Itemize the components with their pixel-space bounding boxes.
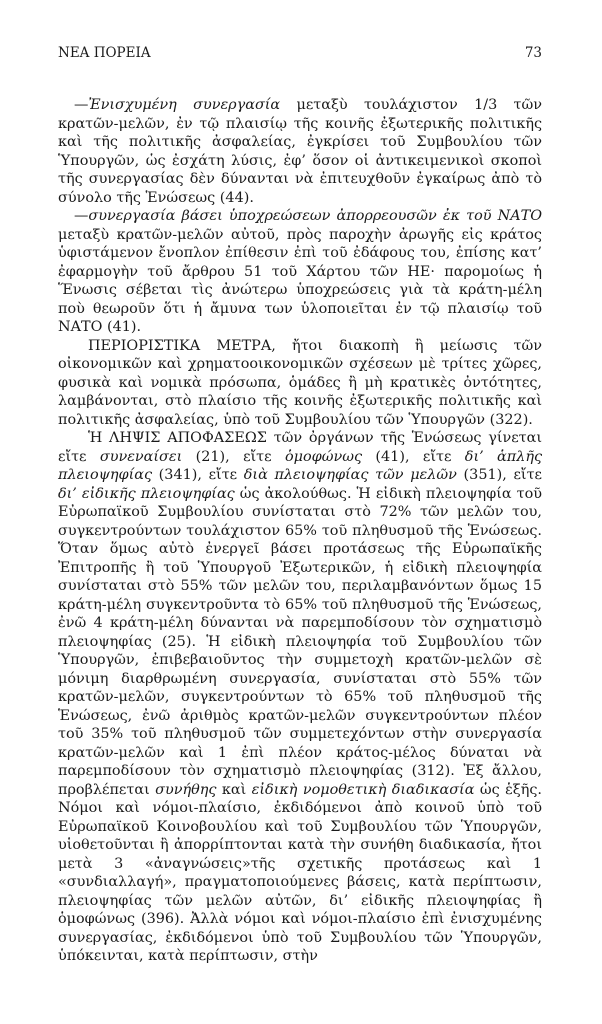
paragraph [58,207,542,337]
page-body [58,96,542,966]
text-run: Ἡ ΛΗΨΙΣ ΑΠΟΦΑΣΕΩΣ τῶν ὀργάνων τῆς Ἑνώσεως γίνεται εἴτε [58,430,542,465]
italic-run: δι’ ἁπλῆς πλειοψηφίας [58,448,543,483]
italic-run: διὰ πλειοψηφίας τῶν μελῶν [243,467,457,483]
text-run: — [74,97,89,113]
italic-run: συνεργασία βάσει ὑποχρεώσεων ἀπορρεουσῶν ἐκ τοῦ ΝΑΤΟ [88,208,542,224]
text-run: (21), εἴτε [182,448,285,465]
paragraph [58,429,542,966]
text-run: καὶ [216,781,252,798]
text-run: ὡς ἀκολούθως. Ἡ εἰδικὴ πλειοψηφία τοῦ Εὐρωπαϊκοῦ Συμβουλίου συνίσταται στὸ 72% τῶν μελῶν του, συγκεντρούντων τουλάχιστον 65% τοῦ πληθυσμοῦ τῆς Ἑνώσεως. Ὅταν ὅμως αὐτὸ ἐνεργεῖ βάσει προτάσεως τῆς Εὐρωπαϊκῆς Ἐπιτροπῆς ἢ τοῦ Ὑπουργοῦ Ἐξωτερικῶν, ἡ εἰδικὴ πλειοψηφία συνίσταται στὸ 55% τῶν μελῶν του, περιλαμβανόντων ὅμως 15 κράτη-μέλη συγκεντροῦντα τὸ 65% τοῦ πληθυσμοῦ τῆς Ἑνώσεως, ἐνῶ 4 κράτη-μέλη δύνανται νὰ παρεμποδίσουν τὸν σχηματισμὸ πλειοψηφίας (25). Ἡ εἰδικὴ πλειοψηφία τοῦ Συμβουλίου τῶν Ὑπουργῶν, ἐπιβεβαιοῦντος τὴν συμμετοχὴ κρατῶν-μελῶν σὲ μόνιμη διαρθρωμένη συνεργασία, συνίσταται στὸ 55% τῶν κρατῶν-μελῶν, συγκεντρούντων τὸ 65% τοῦ πληθυσμοῦ τῆς Ἑνώσεως, ἐνῶ ἀριθμὸς κρατῶν-μελῶν συγκεντρούντων πλέον τοῦ 35% τοῦ πληθυσμοῦ τῶν συμμετεχόντων στὴν συνεργασία κρατῶν-μελῶν καὶ 1 ἐπὶ πλέον κράτος-μέλος δύναται νὰ παρεμποδίσουν τὸν σχηματισμὸ πλειοψηφίας (312). Ἐξ ἄλλου, προβλέπεται [58,485,542,798]
text-run: μεταξὺ τουλάχιστον 1/3 τῶν κρατῶν-μελῶν, ἐν τῷ πλαισίῳ τῆς κοινῆς ἐξωτερικῆς πολιτικῆς καὶ τῆς πολιτικῆς ἀσφαλείας, ἐγκρίσει τοῦ Συμβουλίου τῶν Ὑπουργῶν, ὡς ἐσχάτη λύσις, ἐφ’ ὅσον οἱ ἀντικειμενικοὶ σκοποὶ τῆς συνεργασίας δὲν δύνανται νὰ ἐπιτευχθοῦν ἐγκαίρως ἀπὸ τὸ σύνολο τῆς Ἑνώσεως (44). [58,97,542,206]
italic-run: συνήθης [155,781,217,798]
page-number: 73 [524,45,542,61]
italic-run: Ἐνισχυμένη συνεργασία [88,97,281,113]
text-run: ΠΕΡΙΟΡΙΣΤΙΚΑ ΜΕΤΡΑ, ἤτοι διακοπὴ ἢ μείωσις τῶν οἰκονομικῶν καὶ χρηματοοικονομικῶν σχέσεων μὲ τρίτες χῶρες, φυσικὰ καὶ νομικὰ πρόσωπα, ὁμάδες ἢ μὴ κρατικὲς ὀντότητες, λαμβάνονται, στὸ πλαίσιο τῆς κοινῆς ἐξωτερικῆς πολιτικῆς καὶ πολιτικῆς ἀσφαλείας, ὑπὸ τοῦ Συμβουλίου τῶν Ὑπουργῶν (322). [58,337,542,428]
italic-run: δι’ εἰδικῆς πλειοψηφίας [58,485,235,502]
text-run: (341), εἴτε [152,467,244,483]
text-run: ὡς ἑξῆς. Νόμοι καὶ νόμοι-πλαίσιο, ἐκδιδόμενοι ἀπὸ κοινοῦ ὑπὸ τοῦ Εὐρωπαϊκοῦ Κοινοβουλίου καὶ τοῦ Συμβουλίου τῶν Ὑπουργῶν, υἱοθετοῦνται ἢ ἀπορρίπτονται κατὰ τὴν συνήθη διαδικασία, ἤτοι μετὰ 3 «ἀναγνώσεις»τῆς σχετικῆς προτάσεως καὶ 1 «συνδιαλλαγή», πραγματοποιούμενες βάσεις, κατὰ περίπτωσιν, πλειοψηφίας τῶν μελῶν αὐτῶν, δι’ εἰδικῆς πλειοψηφίας ἢ ὁμοφώνως (396). Ἀλλὰ νόμοι καὶ νόμοι-πλαίσιο ἐπὶ ἐνισχυμένης συνεργασίας, ἐκδιδόμενοι ὑπὸ τοῦ Συμβουλίου τῶν Ὑπουργῶν, ὑπόκεινται, κατὰ περίπτωσιν, στὴν [58,781,542,964]
italic-run: συνεναίσει [99,448,183,465]
paragraph [58,337,542,430]
text-run: (41), εἴτε [362,448,465,465]
running-title: ΝΕΑ ΠΟΡΕΙΑ [58,45,151,61]
text-run: μεταξὺ κρατῶν-μελῶν αὐτοῦ, πρὸς παροχὴν ἀρωγῆς εἰς κράτος ὑφιστάμενον ἔνοπλον ἐπίθεσιν ἐπὶ τοῦ ἐδάφους του, ἐπίσης κατ’ ἐφαρμογὴν τοῦ ἄρθρου 51 τοῦ Χάρτου τῶν ΗΕ· παρομοίως ἡ Ἕνωσις σέβεται τὶς ἀνώτερω ὑποχρεώσεις γιὰ τὰ κράτη-μέλη ποὺ θεωροῦν ὅτι ἡ ἄμυνα των ὑλοποιεῖται ἐν τῷ πλαισίῳ τοῦ ΝΑΤΟ (41). [58,226,542,335]
text-run: — [74,208,89,224]
italic-run: εἰδικὴ νομοθετικὴ διαδικασία [251,781,475,798]
italic-run: ὁμοφώνως [284,448,363,465]
paragraph [58,96,542,207]
running-header [58,45,542,65]
text-run: (351), εἴτε [456,467,542,483]
